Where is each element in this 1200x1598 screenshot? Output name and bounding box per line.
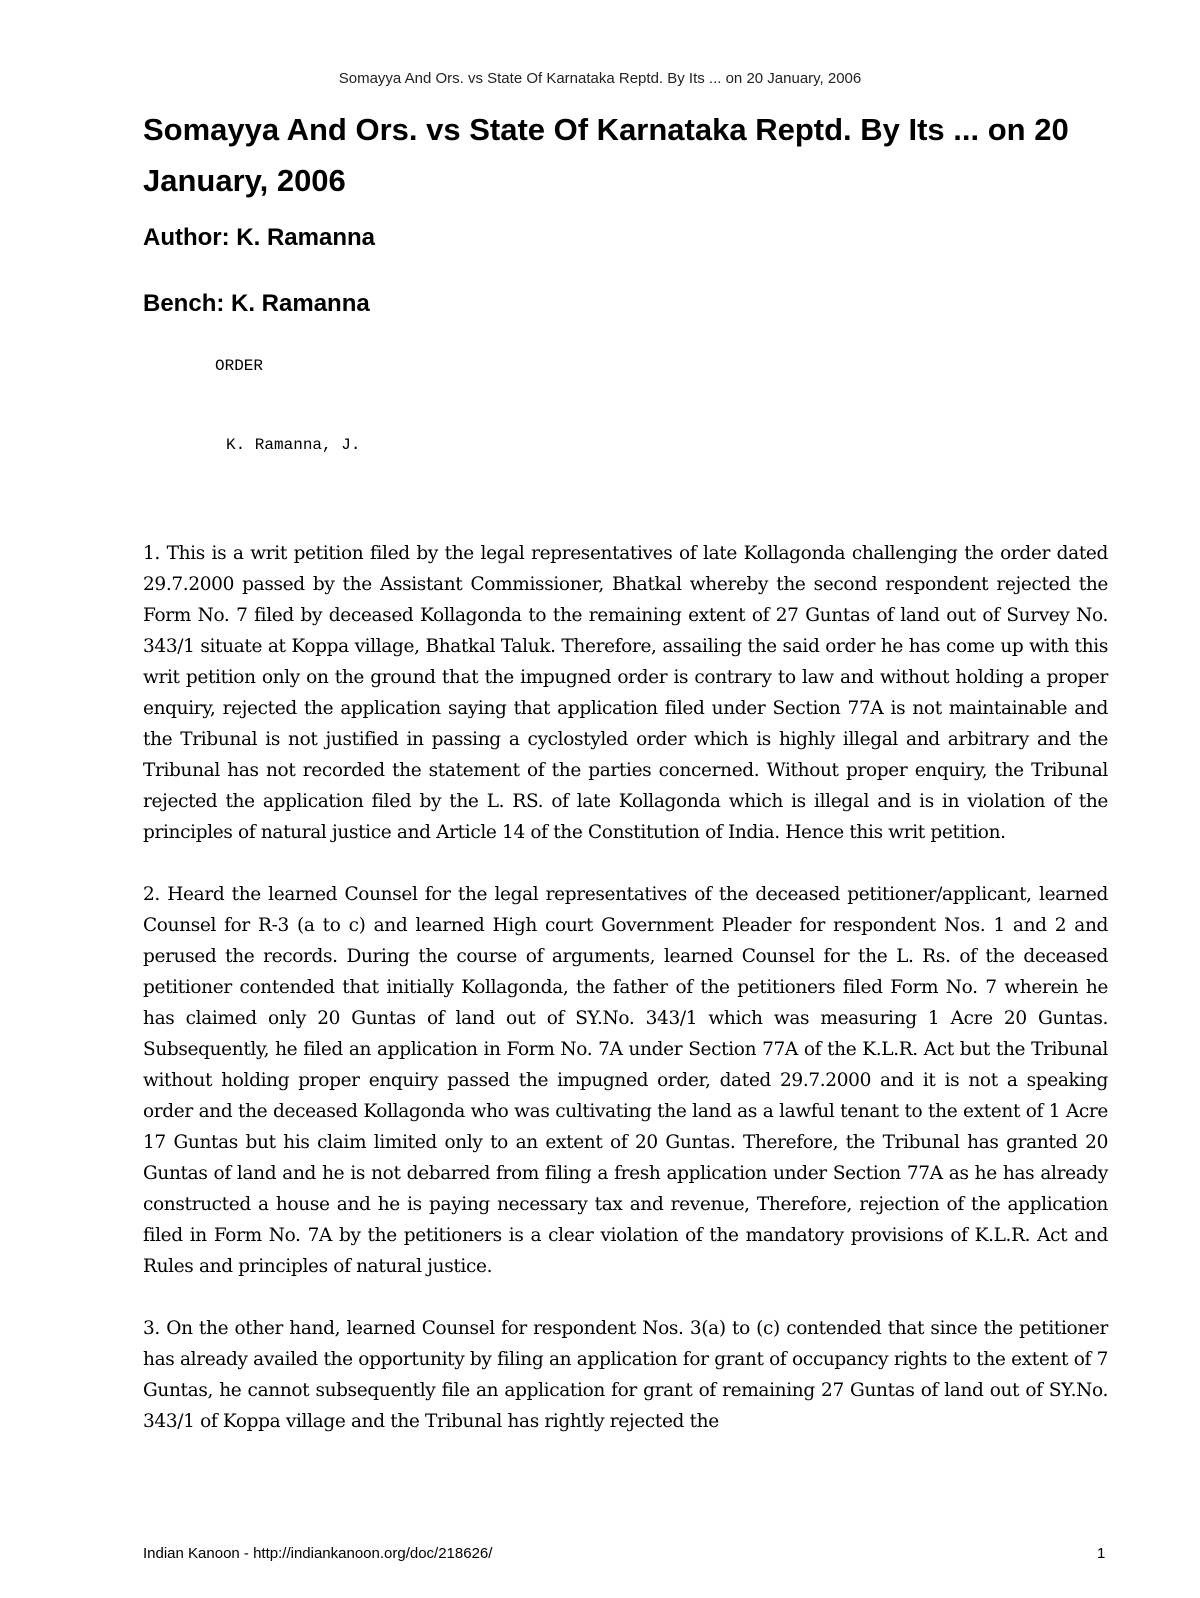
bench-line: Bench: K. Ramanna <box>143 290 370 317</box>
paragraph-2: 2. Heard the learned Counsel for the legal representatives of the deceased petitioner/applicant, learned Counsel for R-3 (a to c) and learned High court Government Pleader for respondent Nos. 1 and 2 and perused the records. During the course of arguments, learned Counsel for the L. Rs. of the deceased petitioner contended that initially Kollagonda, the father of the petitioners filed Form No. 7 wherein he has claimed only 20 Guntas of land out of SY.No. 343/1 which was measuring 1 Acre 20 Guntas. Subsequently, he filed an application in Form No. 7A under Section 77A of the K.L.R. Act but the Tribunal without holding proper enquiry passed the impugned order, dated 29.7.2000 and it is not a speaking order and the deceased Kollagonda who was cultivating the land as a lawful tenant to the extent of 1 Acre 17 Guntas but his claim limited only to an extent of 20 Guntas. Therefore, the Tribunal has granted 20 Guntas of land and he is not debarred from filing a fresh application under Section 77A as he has already constructed a house and he is paying necessary tax and revenue, Therefore, rejection of the application filed in Form No. 7A by the petitioners is a clear violation of the mandatory provisions of K.L.R. Act and Rules and principles of natural justice. <box>143 884 1108 1277</box>
footer-source-link[interactable]: Indian Kanoon - http://indiankanoon.org/doc/218626/ <box>143 1545 493 1562</box>
document-title: Somayya And Ors. vs State Of Karnataka Reptd. By Its ... on 20 January, 2006 <box>143 112 1069 198</box>
judge-line: K. Ramanna, J. <box>226 436 361 454</box>
page-number: 1 <box>1097 1545 1106 1562</box>
running-header: Somayya And Ors. vs State Of Karnataka Reptd. By Its ... on 20 January, 2006 <box>338 70 862 87</box>
author-line: Author: K. Ramanna <box>143 224 376 251</box>
paragraph-3: 3. On the other hand, learned Counsel for respondent Nos. 3(a) to (c) contended that since the petitioner has already availed the opportunity by filing an application for grant of occupancy rights to the extent of 7 Guntas, he cannot subsequently file an application for grant of remaining 27 Guntas of land out of SY.No. 343/1 of Koppa village and the Tribunal has rightly rejected the <box>143 1318 1108 1432</box>
paragraph-1: 1. This is a writ petition filed by the legal representatives of late Kollagonda challenging the order dated 29.7.2000 passed by the Assistant Commissioner, Bhatkal whereby the second respondent rejected the Form No. 7 filed by deceased Kollagonda to the remaining extent of 27 Guntas of land out of Survey No. 343/1 situate at Koppa village, Bhatkal Taluk. Therefore, assailing the said order he has come up with this writ petition only on the ground that the impugned order is contrary to law and without holding a proper enquiry, rejected the application saying that application filed under Section 77A is not maintainable and the Tribunal is not justified in passing a cyclostyled order which is highly illegal and arbitrary and the Tribunal has not recorded the statement of the parties concerned. Without proper enquiry, the Tribunal rejected the application filed by the L. RS. of late Kollagonda which is illegal and is in violation of the principles of natural justice and Article 14 of the Constitution of India. Hence this writ petition. <box>143 543 1108 843</box>
order-label: ORDER <box>215 357 264 375</box>
judgment-body <box>143 538 1108 1468</box>
